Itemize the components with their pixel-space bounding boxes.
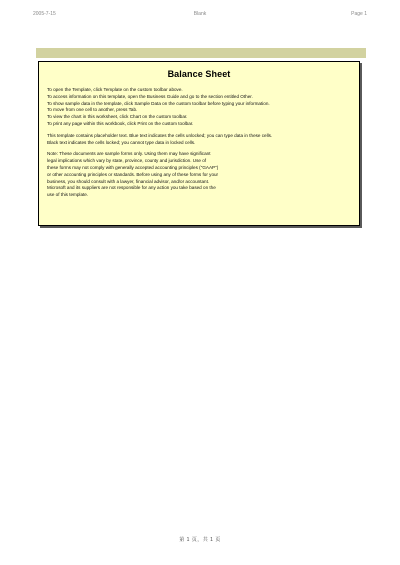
note-line: Microsoft and its suppliers are not responsible for any action you take based on the: [47, 185, 216, 191]
instructions-paragraph: [47, 87, 351, 128]
header-page-number: Page 1: [351, 11, 367, 17]
note-line: To view the chart in this worksheet, click Chart on the custom toolbar.: [47, 114, 188, 120]
note-line: To access information on this template, open the Business Guide and go to the section entitled Other.: [47, 93, 253, 99]
placeholder-paragraph: [47, 133, 351, 147]
note-line: these forms may not comply with generally accepted accounting principles ("GAAP"): [47, 164, 219, 170]
header-title: Blank: [193, 11, 207, 17]
note-line: legal implications which vary by state, province, county and jurisdiction. Use of: [47, 158, 207, 164]
note-line: This template contains placeholder text. Blue text indicates the cells unlocked; you can type data in these cells.: [47, 132, 273, 138]
note-line: Black text indicates the cells locked; you cannot type data in locked cells.: [47, 139, 196, 145]
note-line: To show sample data in the template, click Sample Data on the custom toolbar before typing your information.: [47, 100, 270, 106]
note-line: To move from one cell to another, press Tab.: [47, 107, 138, 113]
note-line: To print any page within this workbook, click Print on the custom toolbar.: [47, 120, 194, 126]
header-band: [36, 48, 366, 58]
print-header: [0, 11, 400, 21]
note-line: To open the Template, click Template on the custom toolbar above.: [47, 87, 183, 92]
instruction-note-box[interactable]: [38, 61, 360, 226]
header-date: 2005-7-15: [33, 11, 56, 17]
note-line: use of this template.: [47, 192, 89, 198]
note-line: Note: These documents are sample forms only. Using them may have significant: [47, 151, 211, 157]
note-line: business, you should consult with a lawyer, financial advisor, and/or accountant.: [47, 178, 210, 184]
note-line: or other accounting principles or standards. Before using any of these forms for your: [47, 171, 219, 177]
note-title: Balance Sheet: [167, 69, 231, 79]
legal-disclaimer-paragraph: [47, 151, 351, 199]
print-footer: 第 1 页，共 1 页: [179, 537, 221, 543]
